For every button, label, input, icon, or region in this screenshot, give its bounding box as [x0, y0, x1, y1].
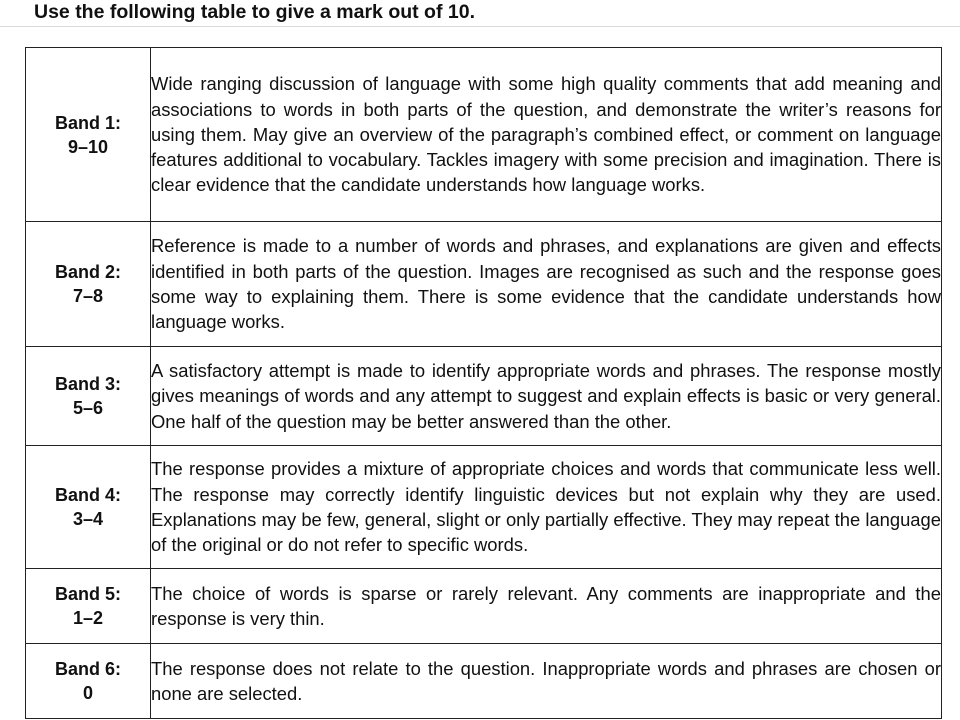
- header-divider: [0, 26, 960, 27]
- table-row-band-5: [26, 569, 942, 644]
- table-row-band-4: [26, 446, 942, 569]
- band-name: Band 6:: [54, 659, 121, 679]
- band-label-cell: [26, 347, 151, 446]
- band-range: 9–10: [67, 136, 109, 157]
- band-description: The response does not relate to the question. Inappropriate words and phrases are chosen or none are selected.: [151, 644, 942, 719]
- table-row-band-2: [26, 222, 942, 347]
- page-heading: Use the following table to give a mark out of 10.: [34, 1, 475, 23]
- marking-bands-table: [25, 47, 942, 719]
- band-description: A satisfactory attempt is made to identify appropriate words and phrases. The response mostly gives meanings of words and any attempt to suggest and explain effects is basic or very general. One half of the question may be better answered than the other.: [151, 347, 942, 446]
- table-row-band-1: [26, 48, 942, 222]
- band-name: Band 3:: [54, 374, 121, 394]
- table-row-band-3: [26, 347, 942, 446]
- band-range: 0: [82, 683, 93, 703]
- band-name: Band 1:: [54, 112, 121, 133]
- band-label-cell: [26, 644, 151, 719]
- band-name: Band 5:: [54, 584, 121, 604]
- band-description: Wide ranging discussion of language with some high quality comments that add meaning and associations to words in both parts of the question, and demonstrate the writer’s reasons for using them. May give an overview of the paragraph’s combined effect, or comment on language features additional to vocabulary. Tackles imagery with some precision and imagination. There is clear evidence that the candidate understands how language works.: [151, 48, 942, 222]
- band-label-cell: [26, 446, 151, 569]
- band-range: 3–4: [72, 509, 104, 529]
- band-label-cell: [26, 222, 151, 347]
- band-label-cell: [26, 48, 151, 222]
- band-description: The response provides a mixture of appropriate choices and words that communicate less well. The response may correctly identify linguistic devices but not explain why they are used. Explanations may be few, general, slight or only partially effective. They may repeat the language of the original or do not refer to specific words.: [151, 446, 942, 569]
- band-range: 7–8: [72, 286, 104, 306]
- band-range: 1–2: [72, 608, 104, 628]
- band-description: The choice of words is sparse or rarely relevant. Any comments are inappropriate and the response is very thin.: [151, 569, 942, 644]
- band-description: Reference is made to a number of words and phrases, and explanations are given and effects identified in both parts of the question. Images are recognised as such and the response goes some way to explaining them. There is some evidence that the candidate understands how language works.: [151, 222, 942, 347]
- band-name: Band 2:: [54, 262, 121, 282]
- band-range: 5–6: [72, 398, 104, 418]
- band-name: Band 4:: [54, 485, 121, 505]
- table-row-band-6: [26, 644, 942, 719]
- band-label-cell: [26, 569, 151, 644]
